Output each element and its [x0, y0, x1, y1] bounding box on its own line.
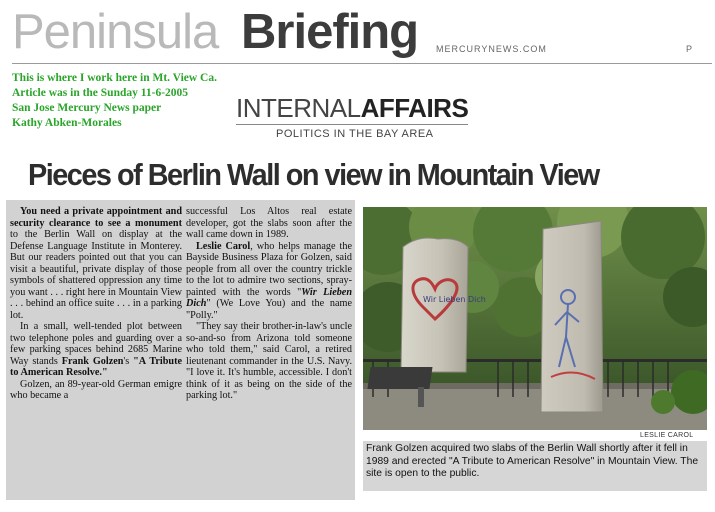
- note-line: Kathy Abken-Morales: [12, 117, 122, 129]
- article-paragraph: You need a private appointment and security clearance to see a monument to the Berlin Wall on display at the Defense Language Institute in Monterey. But our readers pointed out that you can visit a beautiful, private display of those symbols of shattered oppression any time you want . . . right here in Mountain View . . . behind an office suite . . . in a parking lot.: [10, 206, 182, 321]
- note-line: Article was in the Sunday 11-6-2005: [12, 87, 189, 99]
- person-name: Frank Golzen: [61, 355, 124, 367]
- handwritten-note: [12, 71, 217, 131]
- article-headline: Pieces of Berlin Wall on view in Mountain View: [28, 157, 599, 192]
- graffiti-words: Wir Lieben Dich: [186, 286, 352, 309]
- article-paragraph: In a small, well-tended plot between two telephone poles and guarding over a few parking spaces behind 2685 Marine Way stands Frank Golzen's "A Tribute to American Resolve.": [10, 321, 182, 378]
- photo-credit: LESLIE CAROL: [640, 432, 694, 439]
- note-line: San Jose Mercury News paper: [12, 102, 162, 114]
- person-name: Leslie Carol: [196, 240, 251, 252]
- article-paragraph: Leslie Carol, who helps manage the Bayside Business Plaza for Golzen, said people from all over the country trickle to the lot to admire two sections, spray-painted with the words "Wir Lieben Dich" (We Love You) and the name "Polly.": [186, 240, 352, 321]
- graffiti-text: Wir Lieben Dich: [423, 295, 486, 304]
- column-header-title: [236, 93, 468, 123]
- column-header-bold: AFFAIRS: [360, 93, 469, 123]
- column-header-subtitle: POLITICS IN THE BAY AREA: [276, 128, 434, 140]
- photo-caption: Frank Golzen acquired two slabs of the Berlin Wall shortly after it fell in 1989 and erected "A Tribute to American Resolve" in Mountain View. The site is open to the public.: [366, 443, 699, 479]
- masthead-section: Peninsula: [12, 5, 219, 59]
- article-paragraph: successful Los Altos real estate developer, got the slabs soon after the wall came down in 1989.: [186, 206, 352, 240]
- article-paragraph: Golzen, an 89-year-old German emigre who became a: [10, 378, 182, 401]
- note-line: This is where I work here in Mt. View Ca.: [12, 72, 217, 84]
- monument-name: "A Tribute to American Resolve.": [10, 355, 182, 378]
- column-header-light: INTERNAL: [236, 93, 361, 123]
- masthead-site: MERCURYNEWS.COM: [436, 44, 547, 54]
- article-lead: You need a private appointment and security clearance to see a monument: [10, 206, 182, 229]
- article-column-2: [186, 206, 352, 402]
- masthead-rule: [12, 63, 712, 64]
- masthead-title: Briefing: [241, 5, 419, 59]
- page-marker: P: [686, 44, 693, 54]
- column-header-rule: [236, 124, 468, 125]
- article-column-1: [10, 206, 182, 402]
- article-paragraph: "They say their brother-in-law's uncle so-and-so from Arizona told someone who told them," said Carol, a retired lieutenant commander in the U.S. Navy. "I love it. It's humble, accessible. I don't think of it as being on the side of the parking lot.": [186, 321, 352, 401]
- photo-illustration: [363, 207, 707, 430]
- berlin-wall-photo: [363, 207, 707, 430]
